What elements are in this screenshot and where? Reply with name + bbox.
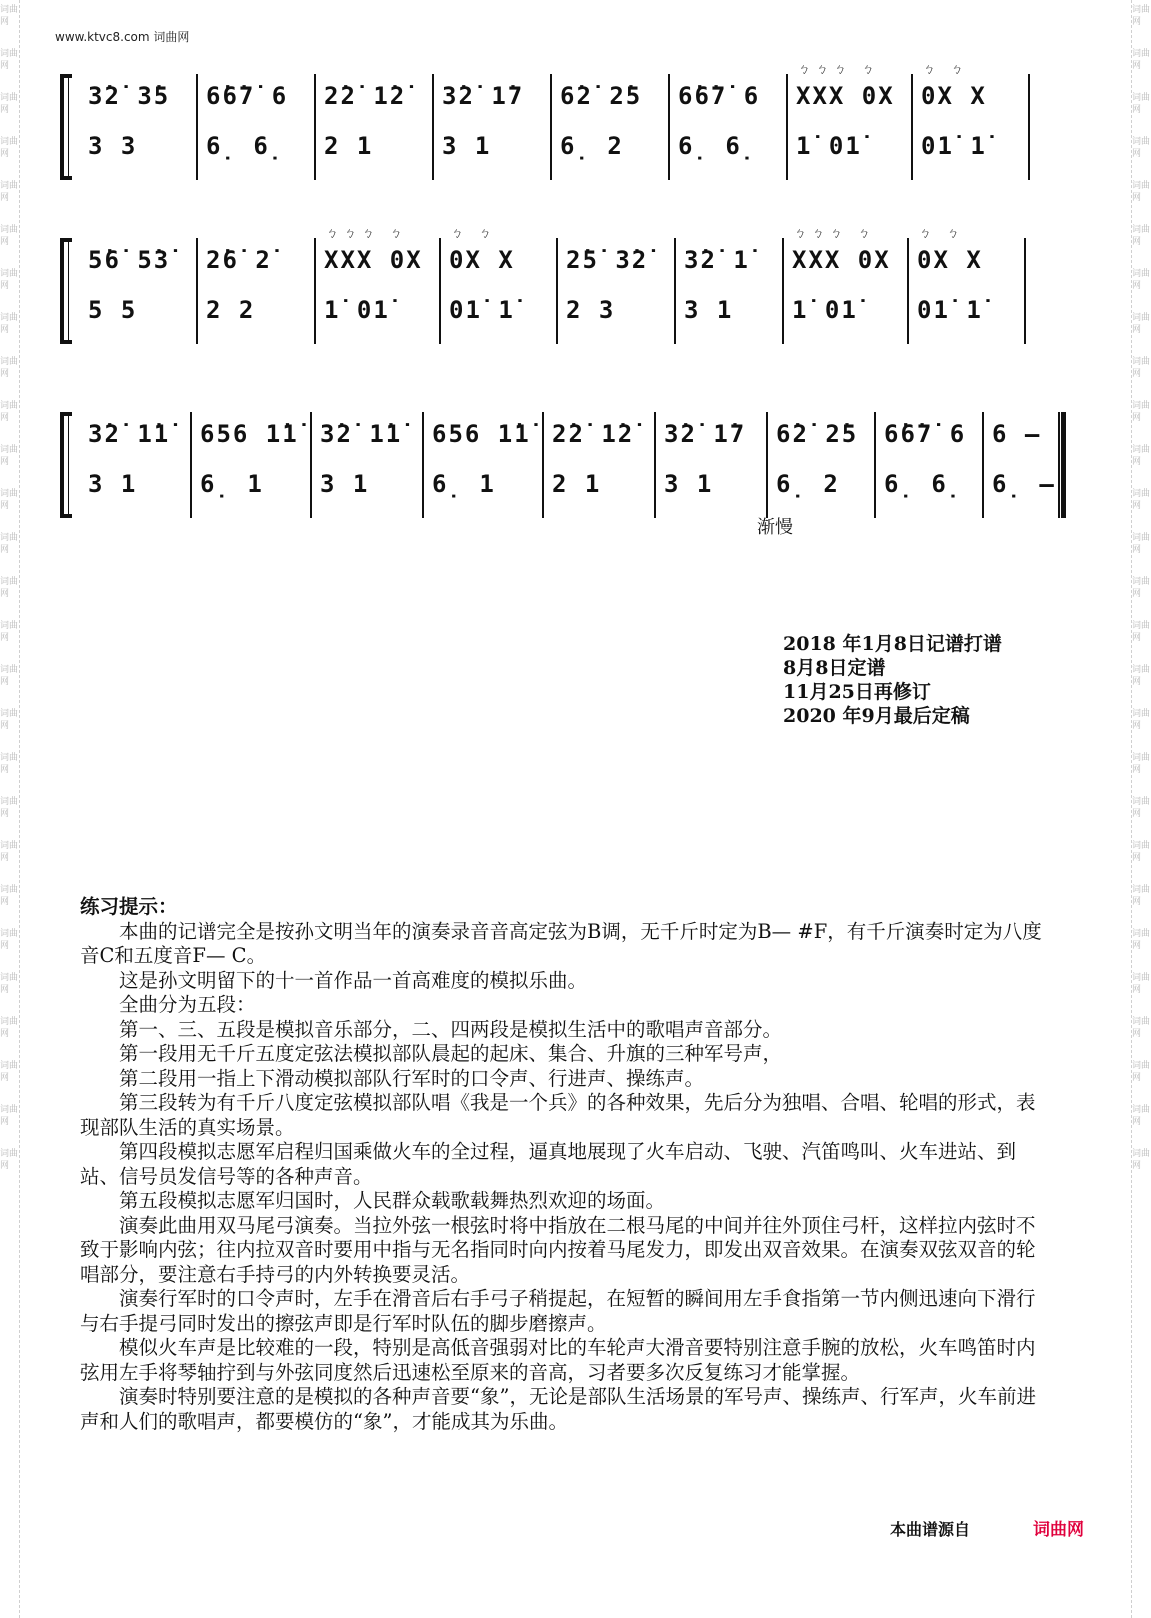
margin-watermark-text: 词曲网 [1132, 1061, 1151, 1083]
margin-watermark-text: 词曲网 [1132, 269, 1151, 291]
lower-voice-notes: 1̇ 01̇ [792, 296, 858, 324]
margin-watermark-text: 词曲网 [1132, 929, 1151, 951]
margin-watermark-text: 词曲网 [0, 709, 19, 731]
measure [424, 412, 544, 518]
notes-paragraph: 第三段转为有千斤八度定弦模拟部队唱《我是一个兵》的各种效果，先后分为独唱、合唱、轮唱的形式，表现部队生活的真实场景。 [80, 1091, 1036, 1139]
lower-voice-notes: 6̣ 6̣ [206, 132, 285, 160]
margin-watermark-text: 词曲网 [0, 885, 19, 907]
notes-paragraph: 本曲的记谱完全是按孙文明当年的演奏录音音高定弦为B调，无千斤时定为B— #F，有千斤演奏时定为八度音C和五度音F— C。 [80, 919, 1042, 967]
bow-marks: ㄅ ㄅ [919, 226, 965, 240]
measures-row [80, 62, 1090, 180]
margin-watermark-text: 词曲网 [1132, 577, 1151, 599]
bow-marks: ㄅ ㄅ [923, 62, 969, 76]
notes-paragraph: 演奏行军时的口令声时，左手在滑音后右手弓子稍提起，在短暂的瞬间用左手食指第一节内侧迅速向下滑行与右手提弓同时发出的擦弦声即是行军时队伍的脚步磨擦声。 [80, 1287, 1036, 1335]
margin-watermark-text: 词曲网 [0, 313, 19, 335]
date-line: 2020 年9月最后定稿 [783, 705, 970, 727]
upper-voice-notes: 0X X [921, 82, 987, 110]
measure [192, 412, 312, 518]
upper-voice-notes: 3̇2̇ 1̇7 [442, 82, 525, 110]
margin-watermark-text: 词曲网 [0, 841, 19, 863]
margin-watermark-text: 词曲网 [0, 665, 19, 687]
margin-watermark-text: 词曲网 [1132, 313, 1151, 335]
upper-voice-notes: 2̇6̇ 2̇ [206, 246, 272, 274]
lower-voice-notes: 6̣ 2 [776, 470, 840, 498]
system-bracket [60, 238, 72, 344]
margin-watermark-text: 词曲网 [0, 5, 19, 27]
measures-row [80, 226, 1090, 344]
notes-paragraph: 演奏时特别要注意的是模拟的各种声音要“象”，无论是部队生活场景的军号声、操练声、行军声，火车前进声和人们的歌唱声，都要模仿的“象”，才能成其为乐曲。 [80, 1385, 1036, 1433]
notes-paragraph: 第一、三、五段是模拟音乐部分，二、四两段是模拟生活中的歌唱声音部分。 [119, 1017, 783, 1041]
upper-voice-notes: 6̇6̇7̇ 6 [206, 82, 289, 110]
upper-voice-notes: 6̇2̇ 2̇5 [776, 420, 859, 448]
measure [441, 226, 558, 344]
margin-watermark-text: 词曲网 [1132, 797, 1151, 819]
notes-paragraph: 第五段模拟志愿军归国时，人民群众载歌载舞热烈欢迎的场面。 [119, 1189, 666, 1212]
date-line: 11月25日再修订 [783, 681, 931, 703]
measure [198, 238, 316, 344]
dates-block [783, 632, 1002, 728]
upper-voice-notes: 656 1̇1̇ [200, 420, 299, 448]
margin-watermark-text: 词曲网 [1132, 665, 1151, 687]
notes-paragraph: 演奏此曲用双马尾弓演奏。当拉外弦一根弦时将中指放在二根马尾的中间并往外顶住弓杆，这样拉内弦时不致于影响内弦；往内拉双音时要用中指与无名指同时向内按着马尾发力，即发出双音效果。在演奏双弦双音的轮唱部分，要注意右手持弓的内外转换要灵活。 [80, 1213, 1036, 1286]
score-system-3 [60, 412, 1090, 518]
bow-marks: ㄅㄅㄅ ㄅ [798, 62, 880, 76]
tempo-marking: 渐慢 [757, 517, 793, 538]
margin-watermark-text: 词曲网 [0, 753, 19, 775]
lower-voice-notes: 6̣ 2 [560, 132, 624, 160]
upper-voice-notes: XXX 0X [324, 246, 423, 274]
margin-watermark-text: 词曲网 [1132, 1149, 1151, 1171]
measure [552, 74, 670, 180]
upper-voice-notes: 6̇6̇7̇ 6 [884, 420, 967, 448]
margin-watermark-text: 词曲网 [1132, 357, 1151, 379]
lower-voice-notes: 3 1 [664, 470, 714, 498]
notes-paragraph: 这是孙文明留下的十一首作品一首高难度的模拟乐曲。 [119, 968, 588, 992]
measure [80, 412, 192, 518]
site-url-text: www.ktvc8.com 词曲网 [55, 30, 190, 44]
lower-voice-notes: 6̣ 1 [432, 470, 496, 498]
upper-voice-notes: 3̇2̇ 1̇1̇ [320, 420, 403, 448]
lower-voice-notes: 3 1 [88, 470, 138, 498]
notes-paragraph: 模似火车声是比较难的一段，特别是高低音强弱对比的车轮声大滑音要特别注意手腕的放松，火车鸣笛时内弦用左手将琴轴拧到与外弦同度然后迅速松至原来的音高，习者要多次反复练习才能掌握。 [80, 1336, 1036, 1384]
lower-voice-notes: 6̣ 1 [200, 470, 264, 498]
lower-voice-notes: 6̣ 6̣ [884, 470, 963, 498]
bow-marks: ㄅ ㄅ [451, 226, 497, 240]
upper-voice-notes: 6̇2̇ 2̇5 [560, 82, 643, 110]
lower-voice-notes: 2 1 [324, 132, 374, 160]
measure [913, 62, 1030, 180]
footer-source-label: 本曲谱源自 [890, 1520, 971, 1539]
upper-voice-notes: 6 – [992, 420, 1042, 448]
score-system-1 [60, 62, 1090, 180]
lower-voice-notes: 3 1 [442, 132, 492, 160]
margin-watermark-text: 词曲网 [0, 445, 19, 467]
measure [544, 412, 656, 518]
margin-watermark-text: 词曲网 [1132, 93, 1151, 115]
system-bracket [60, 412, 72, 518]
margin-watermark-text: 词曲网 [1132, 885, 1151, 907]
measure [316, 74, 434, 180]
margin-watermark-text: 词曲网 [0, 93, 19, 115]
margin-watermark-text: 词曲网 [1132, 753, 1151, 775]
lower-voice-notes: 2 3 [566, 296, 616, 324]
upper-voice-notes: 3̇2̇ 1̇ [684, 246, 750, 274]
margin-watermark-text: 词曲网 [0, 225, 19, 247]
measure [80, 74, 198, 180]
margin-watermark-text: 词曲网 [0, 137, 19, 159]
margin-watermark-text: 词曲网 [1132, 841, 1151, 863]
upper-voice-notes: XXX 0X [796, 82, 895, 110]
measure [198, 74, 316, 180]
margin-watermark-text: 词曲网 [1132, 1105, 1151, 1127]
margin-watermark-text: 词曲网 [0, 357, 19, 379]
margin-watermark-text: 词曲网 [0, 973, 19, 995]
upper-voice-notes: 3̇2̇ 3̇5 [88, 82, 171, 110]
measure [909, 226, 1026, 344]
margin-watermark-text: 词曲网 [1132, 489, 1151, 511]
lower-voice-notes: 3 1 [320, 470, 370, 498]
measure [434, 74, 552, 180]
lower-voice-notes: 1̇ 01̇ [324, 296, 390, 324]
notes-paragraph: 第二段用一指上下滑动模拟部队行军时的口令声、行进声、操练声。 [119, 1066, 705, 1090]
site-logo[interactable]: 词曲网 [1033, 1520, 1084, 1540]
site-url-watermark [55, 28, 189, 45]
lower-voice-notes: 6̣ 6̣ [678, 132, 757, 160]
upper-voice-notes: 2̇2̇ 1̇2̇ [552, 420, 635, 448]
left-margin-watermark [0, 0, 20, 1618]
margin-watermark-text: 词曲网 [0, 1061, 19, 1083]
margin-watermark-text: 词曲网 [1132, 533, 1151, 555]
bow-marks: ㄅㄅㄅ ㄅ [794, 226, 876, 240]
lower-voice-notes: 1̇ 01̇ [796, 132, 862, 160]
right-margin-watermark [1131, 0, 1151, 1618]
measure [876, 412, 984, 518]
lower-voice-notes: 5 5 [88, 296, 138, 324]
margin-watermark-text: 词曲网 [1132, 49, 1151, 71]
margin-watermark-text: 词曲网 [0, 269, 19, 291]
margin-watermark-text: 词曲网 [1132, 5, 1151, 27]
notes-heading: 练习提示： [80, 895, 178, 918]
margin-watermark-text: 词曲网 [0, 181, 19, 203]
margin-watermark-text: 词曲网 [0, 797, 19, 819]
measure [656, 412, 768, 518]
upper-voice-notes: XXX 0X [792, 246, 891, 274]
lower-voice-notes: 3 1 [684, 296, 734, 324]
score-system-2 [60, 226, 1090, 344]
upper-voice-notes: 2̇2̇ 1̇2̇ [324, 82, 407, 110]
measure [784, 226, 909, 344]
date-line: 2018 年1月8日记谱打谱 [783, 633, 1002, 655]
measure [788, 62, 913, 180]
margin-watermark-text: 词曲网 [0, 489, 19, 511]
margin-watermark-text: 词曲网 [1132, 401, 1151, 423]
upper-voice-notes: 3̇2̇ 1̇7 [664, 420, 747, 448]
margin-watermark-text: 词曲网 [0, 1105, 19, 1127]
margin-watermark-text: 词曲网 [0, 1149, 19, 1171]
lower-voice-notes: 3 3 [88, 132, 138, 160]
margin-watermark-text: 词曲网 [1132, 137, 1151, 159]
margin-watermark-text: 词曲网 [0, 1017, 19, 1039]
measure [768, 412, 876, 518]
measure [670, 74, 788, 180]
margin-watermark-text: 词曲网 [1132, 181, 1151, 203]
upper-voice-notes: 6̇6̇7̇ 6 [678, 82, 761, 110]
margin-watermark-text: 词曲网 [1132, 973, 1151, 995]
measure [984, 412, 1066, 518]
lower-voice-notes: 2 1 [552, 470, 602, 498]
lower-voice-notes: 01̇ 1̇ [917, 296, 983, 324]
upper-voice-notes: 5̇6̇ 5̇3̇ [88, 246, 171, 274]
margin-watermark-text: 词曲网 [1132, 709, 1151, 731]
lower-voice-notes: 01̇ 1̇ [449, 296, 515, 324]
practice-notes [80, 895, 1050, 1434]
margin-watermark-text: 词曲网 [1132, 621, 1151, 643]
bow-marks: ㄅㄅㄅ ㄅ [326, 226, 408, 240]
measure [312, 412, 424, 518]
upper-voice-notes: 0X X [917, 246, 983, 274]
margin-watermark-text: 词曲网 [0, 533, 19, 555]
measure [80, 238, 198, 344]
measure [676, 238, 784, 344]
system-bracket [60, 74, 72, 180]
upper-voice-notes: 2̇5̇ 3̇2̇ [566, 246, 649, 274]
upper-voice-notes: 656 1̇1̇ [432, 420, 531, 448]
margin-watermark-text: 词曲网 [0, 929, 19, 951]
notes-paragraph: 第一段用无千斤五度定弦法模拟部队晨起的起床、集合、升旗的三种军号声， [119, 1042, 783, 1065]
date-line: 8月8日定谱 [783, 657, 886, 679]
measure [316, 226, 441, 344]
margin-watermark-text: 词曲网 [0, 621, 19, 643]
upper-voice-notes: 3̇2̇ 1̇1̇ [88, 420, 171, 448]
measure [558, 238, 676, 344]
margin-watermark-text: 词曲网 [1132, 1017, 1151, 1039]
lower-voice-notes: 01̇ 1̇ [921, 132, 987, 160]
upper-voice-notes: 0X X [449, 246, 515, 274]
lower-voice-notes: 6̣ – [992, 470, 1056, 498]
margin-watermark-text: 词曲网 [0, 577, 19, 599]
margin-watermark-text: 词曲网 [1132, 225, 1151, 247]
notes-paragraph: 全曲分为五段： [119, 993, 256, 1016]
measures-row [80, 412, 1090, 518]
margin-watermark-text: 词曲网 [0, 401, 19, 423]
margin-watermark-text: 词曲网 [1132, 445, 1151, 467]
lower-voice-notes: 2 2 [206, 296, 256, 324]
margin-watermark-text: 词曲网 [0, 49, 19, 71]
notes-paragraph: 第四段模拟志愿军启程归国乘做火车的全过程，逼真地展现了火车启动、飞驶、汽笛鸣叫、火车进站、到站、信号员发信号等的各种声音。 [80, 1140, 1017, 1188]
